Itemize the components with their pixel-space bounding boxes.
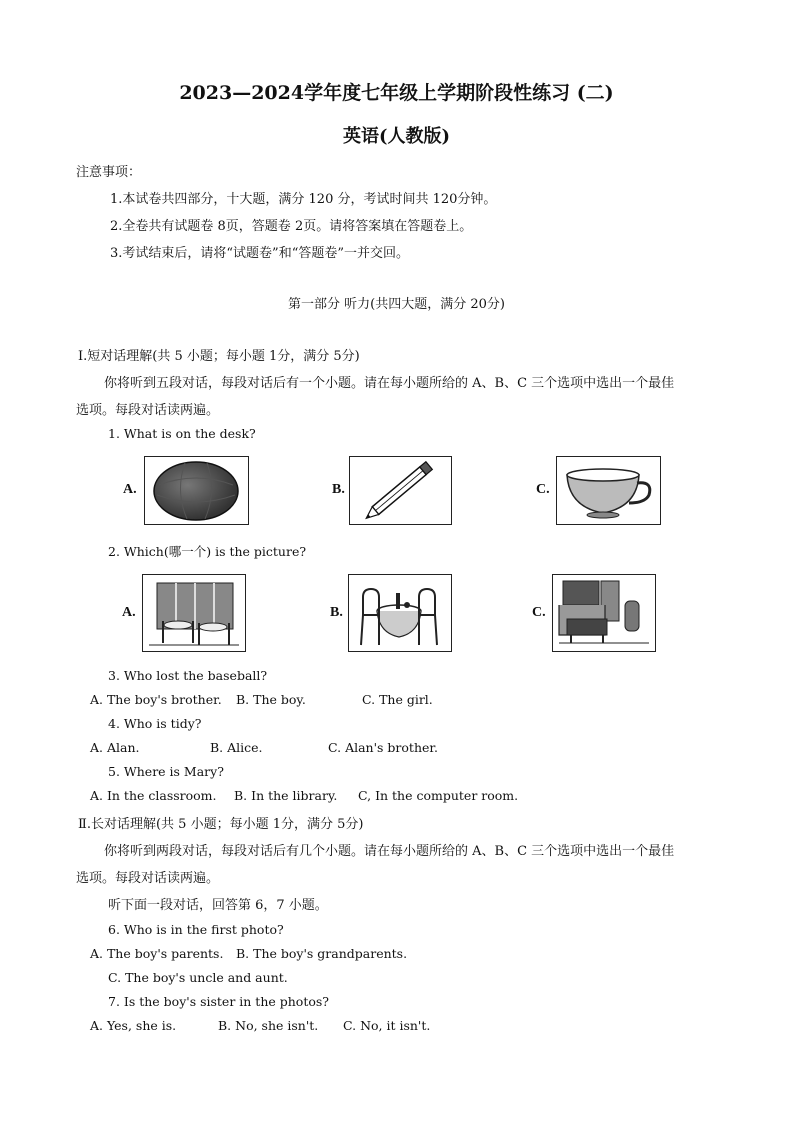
- q3-option-a: A. The boy's brother.: [90, 692, 222, 707]
- note-item-1: 1.本试卷共四部分，十大题，满分 120 分，考试时间共 120分钟。: [110, 192, 497, 207]
- dining-room-icon: [143, 575, 244, 650]
- q5-option-a: A. In the classroom.: [90, 788, 217, 803]
- q3-option-b: B. The boy.: [236, 692, 306, 707]
- q7-option-c: C. No, it isn't.: [343, 1018, 431, 1033]
- part1-heading: 第一部分 听力(共四大题，满分 20分): [288, 297, 505, 312]
- cup-icon: [557, 457, 659, 523]
- q1-option-a-picture: [144, 456, 249, 525]
- section2-instruction-line2: 选项。每段对话读两遍。: [76, 871, 220, 886]
- q6-option-a: A. The boy's parents.: [90, 946, 224, 961]
- section2-heading: Ⅱ.长对话理解(共 5 小题；每小题 1分，满分 5分): [78, 817, 364, 832]
- question-2: 2. Which(哪一个) is the picture?: [108, 544, 307, 559]
- living-room-icon: [553, 575, 654, 650]
- note-item-2: 2.全卷共有试题卷 8页，答题卷 2页。请将答案填在答题卷上。: [110, 219, 473, 234]
- q5-option-b: B. In the library.: [234, 788, 338, 803]
- question-4: 4. Who is tidy?: [108, 716, 202, 731]
- note-item-3: 3.考试结束后，请将“试题卷”和“答题卷”一并交回。: [110, 246, 409, 261]
- section2-listen-instruction: 听下面一段对话，回答第 6，7 小题。: [108, 898, 328, 913]
- q6-option-c: C. The boy's uncle and aunt.: [108, 970, 288, 985]
- exam-title: 2023—2024学年度七年级上学期阶段性练习 (二): [179, 82, 614, 104]
- section1-instruction-line1: 你将听到五段对话，每段对话后有一个小题。请在每小题所给的 A、B、C 三个选项中选出一个最佳: [104, 376, 675, 391]
- q7-option-a: A. Yes, she is.: [90, 1018, 177, 1033]
- notes-heading: 注意事项：: [76, 165, 142, 180]
- section1-instruction-line2: 选项。每段对话读两遍。: [76, 403, 220, 418]
- q4-option-c: C. Alan's brother.: [328, 740, 438, 755]
- q2-option-b-picture: [348, 574, 452, 652]
- q5-option-c: C, In the computer room.: [358, 788, 519, 803]
- q2-option-c-label: C.: [532, 605, 546, 620]
- ball-icon: [145, 457, 247, 523]
- q4-option-b: B. Alice.: [210, 740, 263, 755]
- q2-option-c-picture: [552, 574, 656, 652]
- question-1: 1. What is on the desk?: [108, 426, 256, 441]
- q1-option-c-picture: [556, 456, 661, 525]
- q1-option-c-label: C.: [536, 482, 550, 497]
- question-3: 3. Who lost the baseball?: [108, 668, 268, 683]
- pencil-icon: [350, 457, 450, 523]
- question-7: 7. Is the boy's sister in the photos?: [108, 994, 329, 1009]
- q2-option-a-picture: [142, 574, 246, 652]
- table-chairs-icon: [349, 575, 450, 650]
- q3-option-c: C. The girl.: [362, 692, 433, 707]
- q1-option-a-label: A.: [123, 482, 137, 497]
- q6-option-b: B. The boy's grandparents.: [236, 946, 408, 961]
- q7-option-b: B. No, she isn't.: [218, 1018, 319, 1033]
- q1-option-b-picture: [349, 456, 452, 525]
- section1-heading: Ⅰ.短对话理解(共 5 小题；每小题 1分，满分 5分): [78, 349, 360, 364]
- q1-option-b-label: B.: [332, 482, 345, 497]
- q2-option-a-label: A.: [122, 605, 136, 620]
- section2-instruction-line1: 你将听到两段对话，每段对话后有几个小题。请在每小题所给的 A、B、C 三个选项中选出一个最佳: [104, 844, 675, 859]
- exam-subtitle: 英语(人教版): [342, 126, 451, 147]
- q4-option-a: A. Alan.: [90, 740, 140, 755]
- q2-option-b-label: B.: [330, 605, 343, 620]
- question-5: 5. Where is Mary?: [108, 764, 224, 779]
- question-6: 6. Who is in the first photo?: [108, 922, 284, 937]
